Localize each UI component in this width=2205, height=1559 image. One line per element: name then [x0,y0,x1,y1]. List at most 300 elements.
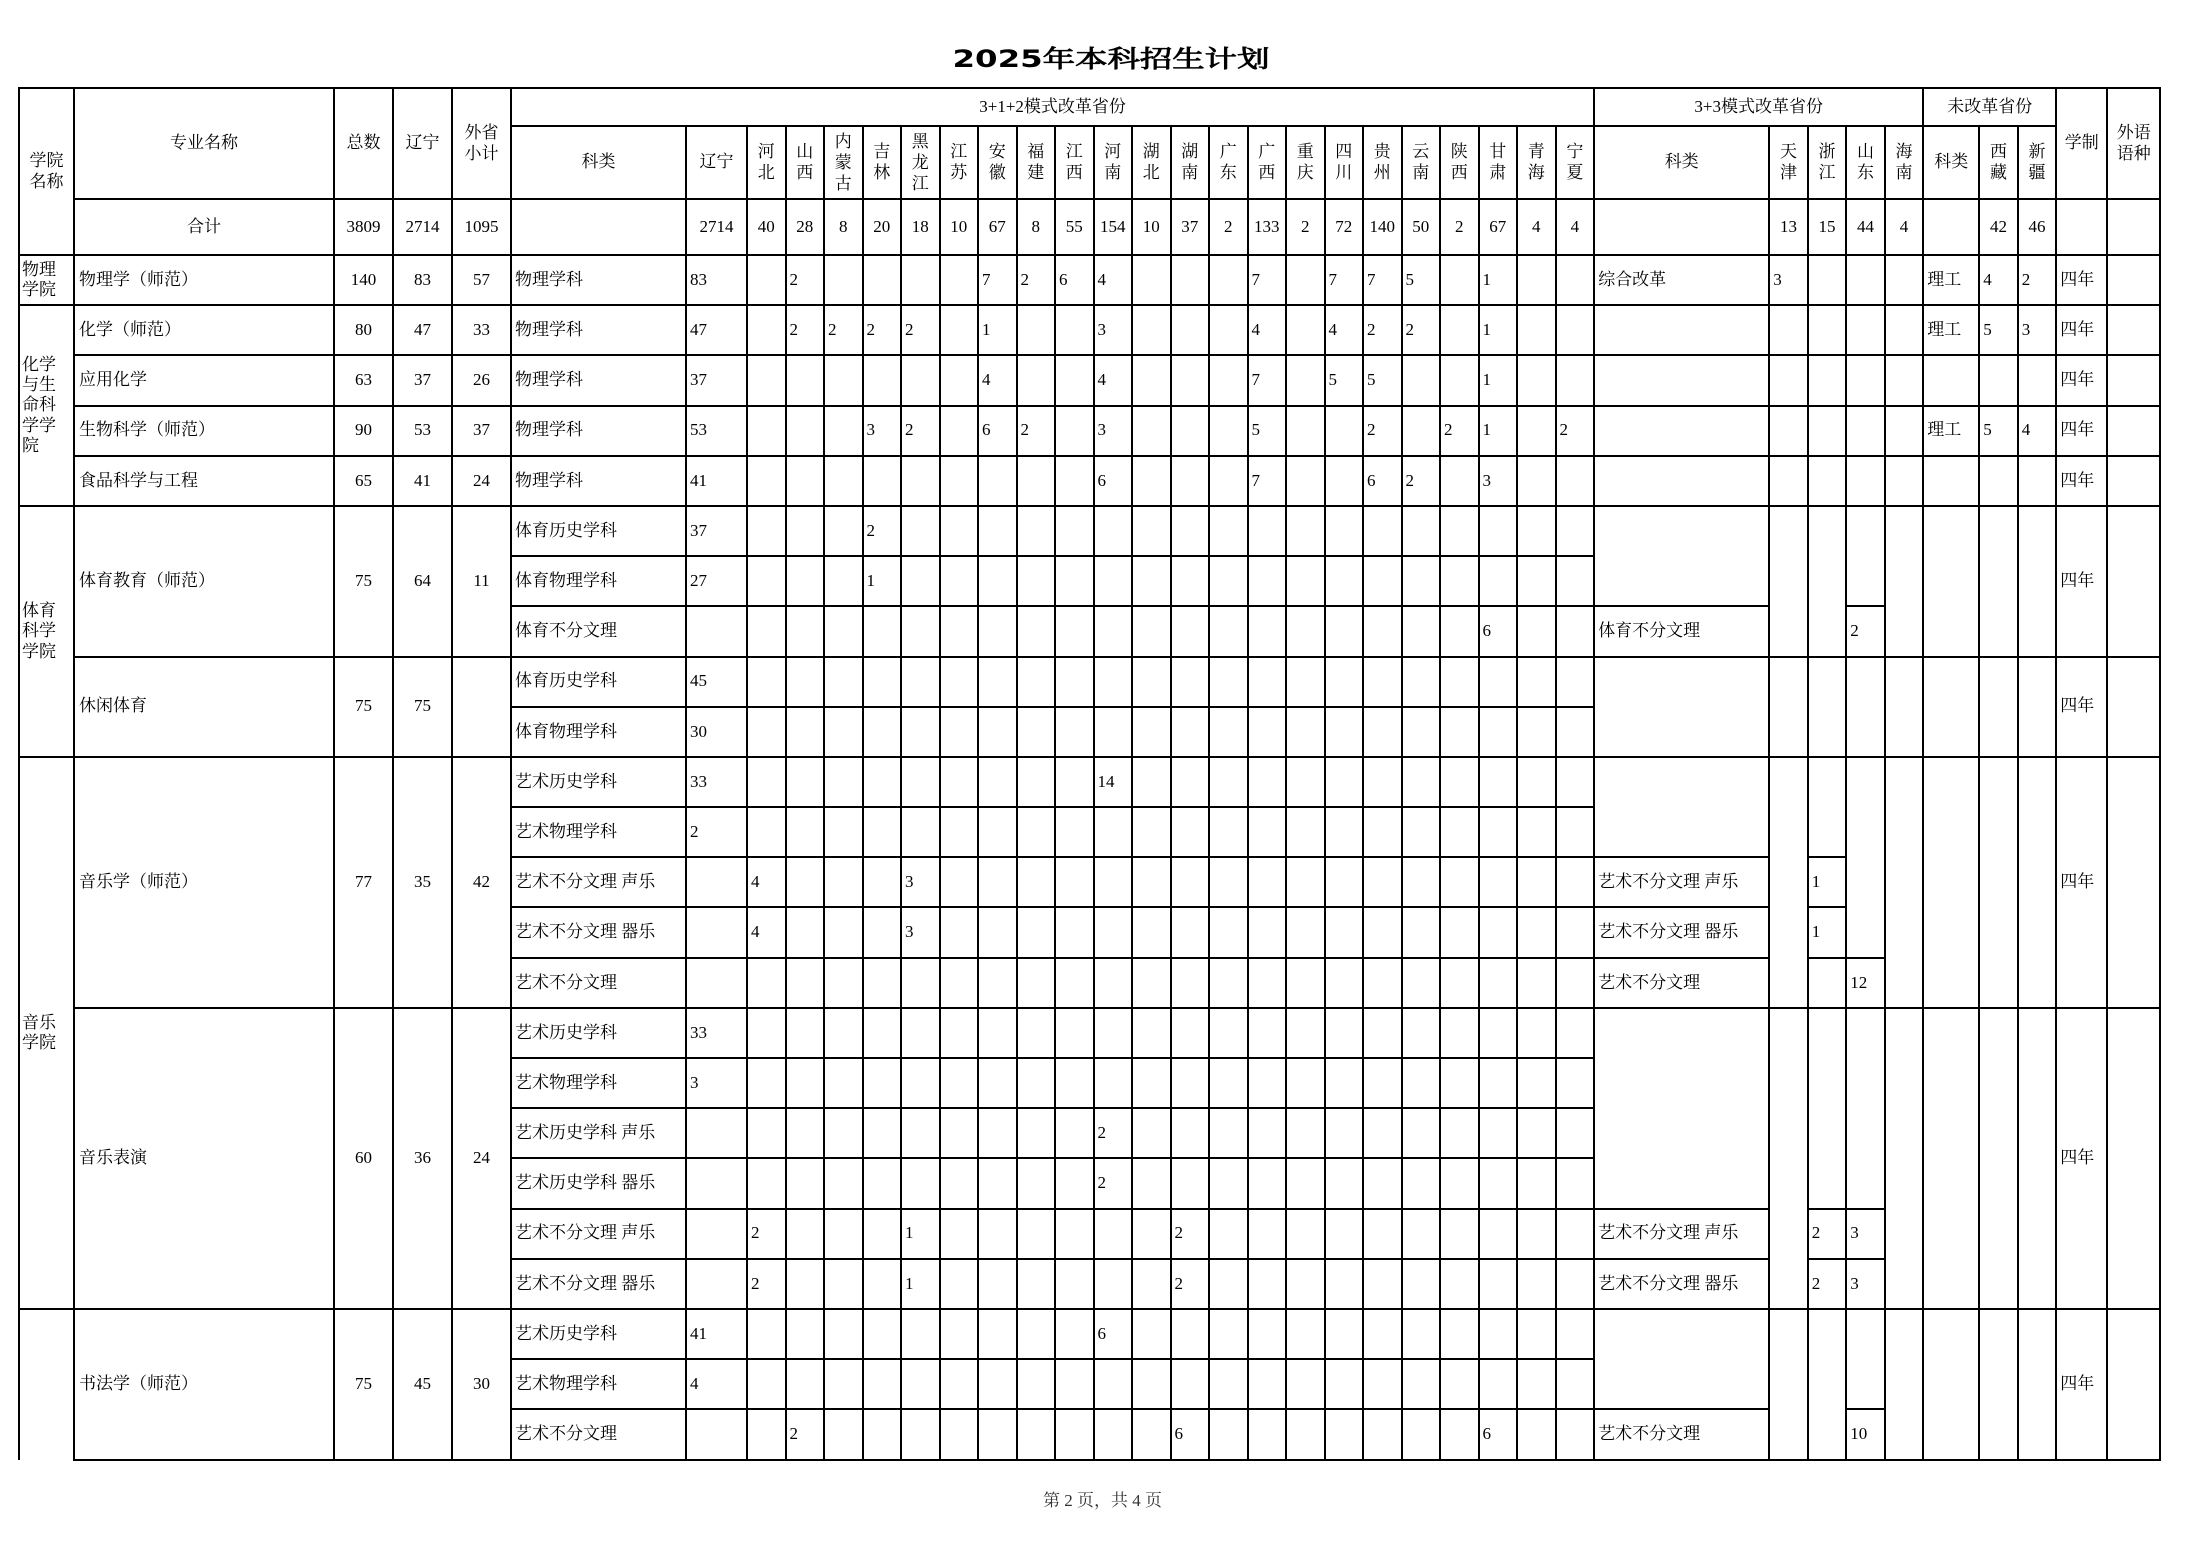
foreign-language-cell [2107,305,2160,355]
province-quota-cell [1055,1359,1094,1409]
province-quota-cell [940,707,979,757]
province-quota-cell [747,1008,786,1058]
province-quota-cell [1556,958,1595,1008]
totals-province: 50 [1402,199,1441,255]
province-quota-cell [1517,406,1556,456]
totals-province: 2 [1209,199,1248,255]
province-quota-cell [1440,355,1479,405]
province-quota-cell [1171,907,1210,957]
province-quota-cell [1363,1309,1402,1359]
province-quota-cell [1132,1108,1171,1158]
reform33-quota-cell [1808,757,1847,857]
province-quota-cell [1094,857,1133,907]
province-quota-cell [1132,506,1171,556]
province-quota-cell [1517,1259,1556,1309]
province-quota-cell [901,1309,940,1359]
province-quota-cell [824,1409,863,1459]
reform33-quota-cell [1769,355,1808,405]
unreformed-quota-cell [1979,355,2018,405]
province-quota-cell [863,657,902,707]
header-province [1286,126,1325,199]
province-quota-cell [1402,1209,1441,1259]
province-quota-cell [1132,556,1171,606]
province-quota-cell: 2 [1171,1209,1210,1259]
province-quota-cell [1209,506,1248,556]
province-quota-cell [1363,506,1402,556]
reform33-quota-cell [1769,657,1808,757]
province-quota-cell [1363,606,1402,656]
province-quota-cell [1325,707,1364,757]
major-out-of-province-cell: 11 [452,506,511,657]
unreformed-category-cell [1923,355,1979,405]
province-quota-cell [1363,807,1402,857]
reform33-quota-cell [1885,305,1924,355]
province-quota-cell [940,807,979,857]
foreign-language-cell [2107,657,2160,757]
header-province [1325,126,1364,199]
subject-category-cell: 艺术历史学科 [511,757,686,807]
reform33-quota-cell [1808,406,1847,456]
reform33-quota-cell [1885,757,1924,1008]
reform33-quota-cell: 12 [1846,958,1885,1008]
reform33-quota-cell [1885,506,1924,657]
subject-category-cell: 艺术历史学科 器乐 [511,1158,686,1208]
province-quota-cell [1209,305,1248,355]
province-quota-cell [824,1209,863,1259]
reform33-quota-cell [1846,1309,1885,1409]
province-quota-cell: 83 [686,255,747,305]
province-quota-cell [786,907,825,957]
province-quota-cell [1209,1209,1248,1259]
province-quota-cell: 27 [686,556,747,606]
totals-duration [2056,199,2107,255]
province-quota-cell [686,1409,747,1459]
subject-category-cell: 体育不分文理 [511,606,686,656]
header-category-312: 科类 [511,126,686,199]
province-quota-cell [1325,506,1364,556]
header-college-name-label: 学院名称 [29,151,64,192]
province-quota-cell [1171,606,1210,656]
province-quota-cell [1440,657,1479,707]
province-quota-cell [747,606,786,656]
header-province [940,126,979,199]
province-quota-cell [940,958,979,1008]
province-quota-cell [1132,1259,1171,1309]
province-quota-cell [1055,606,1094,656]
header-province-label: 湖南 [1181,142,1199,183]
province-quota-cell [1402,1259,1441,1309]
province-quota-cell [863,456,902,506]
header-province-label: 吉林 [873,142,891,183]
province-quota-cell [1556,606,1595,656]
major-name-cell: 体育教育（师范） [74,506,334,657]
duration-cell: 四年 [2056,305,2107,355]
header-province [1885,126,1924,199]
province-quota-cell [1517,1008,1556,1058]
province-quota-cell: 2 [1094,1158,1133,1208]
reform33-quota-cell: 2 [1808,1209,1847,1259]
province-quota-cell: 3 [1479,456,1518,506]
province-quota-cell [1248,707,1287,757]
province-quota-cell [747,506,786,556]
subject-category-cell: 体育历史学科 [511,506,686,556]
province-quota-cell [1248,1158,1287,1208]
province-quota-cell [1171,757,1210,807]
province-quota-cell [1556,707,1595,757]
province-quota-cell [1286,355,1325,405]
totals-province: 8 [1017,199,1056,255]
province-quota-cell [1209,1309,1248,1359]
province-quota-cell [1248,657,1287,707]
province-quota-cell [1017,1158,1056,1208]
reform33-quota-cell: 2 [1846,606,1885,656]
province-quota-cell: 7 [1248,355,1287,405]
province-quota-cell [978,456,1017,506]
header-province [824,126,863,199]
header-province-label: 浙江 [1818,142,1836,183]
province-quota-cell [1556,1409,1595,1459]
province-quota-cell [1017,907,1056,957]
province-quota-cell [1286,606,1325,656]
province-quota-cell [747,456,786,506]
province-quota-cell [1171,707,1210,757]
province-quota-cell [1055,1259,1094,1309]
province-quota-cell [1094,907,1133,957]
unreformed-quota-cell [2018,757,2057,1008]
header-province [1517,126,1556,199]
totals-province: 40 [747,199,786,255]
header-province [1017,126,1056,199]
province-quota-cell [1479,707,1518,757]
province-quota-cell [1248,1409,1287,1459]
province-quota-cell [1171,305,1210,355]
header-province [786,126,825,199]
province-quota-cell: 2 [901,305,940,355]
province-quota-cell [940,406,979,456]
province-quota-cell [1094,657,1133,707]
subject-category-cell: 艺术不分文理 器乐 [511,907,686,957]
province-quota-cell [1132,255,1171,305]
table-row [19,657,2160,707]
province-quota-cell [1402,1409,1441,1459]
major-name-cell: 休闲体育 [74,657,334,757]
province-quota-cell [940,757,979,807]
province-quota-cell [1248,1309,1287,1359]
province-quota-cell [978,1108,1017,1158]
unreformed-quota-cell [2018,355,2057,405]
province-quota-cell [1325,1058,1364,1108]
province-quota-cell: 41 [686,456,747,506]
table-row [19,456,2160,506]
duration-cell: 四年 [2056,657,2107,757]
major-out-of-province-cell: 37 [452,406,511,456]
province-quota-cell: 4 [747,857,786,907]
province-quota-cell [786,1008,825,1058]
header-province-label: 陕西 [1450,142,1468,183]
province-quota-cell [1440,456,1479,506]
province-quota-cell: 14 [1094,757,1133,807]
province-quota-cell [863,1409,902,1459]
province-quota-cell [1055,907,1094,957]
province-quota-cell [824,1108,863,1158]
header-province [1769,126,1808,199]
reform33-quota-cell [1808,255,1847,305]
header-province [1363,126,1402,199]
province-quota-cell: 2 [1402,305,1441,355]
province-quota-cell [901,958,940,1008]
province-quota-cell [1440,1108,1479,1158]
province-quota-cell [1479,556,1518,606]
foreign-language-cell [2107,506,2160,657]
province-quota-cell: 5 [1248,406,1287,456]
province-quota-cell [901,355,940,405]
province-quota-cell [1556,305,1595,355]
province-quota-cell: 37 [686,506,747,556]
province-quota-cell [1479,757,1518,807]
unreformed-quota-cell [1979,456,2018,506]
province-quota-cell [1440,1209,1479,1259]
province-quota-cell [1479,857,1518,907]
province-quota-cell [1248,807,1287,857]
province-quota-cell [1171,1309,1210,1359]
province-quota-cell [1517,757,1556,807]
reform33-quota-cell [1769,456,1808,506]
province-quota-cell [1132,958,1171,1008]
province-quota-cell: 3 [901,857,940,907]
province-quota-cell: 2 [1017,255,1056,305]
province-quota-cell [1171,556,1210,606]
unreformed-quota-cell [1979,757,2018,1008]
totals-category-33 [1594,199,1769,255]
reform33-quota-cell [1808,958,1847,1008]
province-quota-cell [1556,857,1595,907]
province-quota-cell [1209,707,1248,757]
subject-category-cell: 艺术历史学科 [511,1309,686,1359]
province-quota-cell: 1 [1479,355,1518,405]
province-quota-cell [1132,1409,1171,1459]
province-quota-cell: 5 [1325,355,1364,405]
major-liaoning-cell: 37 [393,355,452,405]
major-total-cell: 75 [334,657,393,757]
province-quota-cell [1363,857,1402,907]
reform33-quota-cell [1846,657,1885,757]
province-quota-cell [1132,355,1171,405]
header-province-label: 西藏 [1989,142,2007,183]
province-quota-cell: 5 [1363,355,1402,405]
province-quota-cell [863,958,902,1008]
province-quota-cell [978,506,1017,556]
header-province-label: 四川 [1335,142,1353,183]
province-quota-cell: 2 [1363,305,1402,355]
province-quota-cell [824,757,863,807]
province-quota-cell [786,1359,825,1409]
major-total-cell: 60 [334,1008,393,1309]
subject-category-cell: 体育物理学科 [511,707,686,757]
province-quota-cell: 6 [1479,606,1518,656]
reform33-quota-cell [1885,255,1924,305]
header-province [1132,126,1171,199]
reform33-quota-cell: 3 [1846,1259,1885,1309]
province-quota-cell [1556,456,1595,506]
province-quota-cell [1209,857,1248,907]
header-province-label: 河北 [757,142,775,183]
reform33-quota-cell [1846,355,1885,405]
totals-province: 133 [1248,199,1287,255]
province-quota-cell: 7 [1248,255,1287,305]
province-quota-cell [1286,1309,1325,1359]
reform33-quota-cell [1769,406,1808,456]
reform33-quota-cell [1846,1008,1885,1209]
province-quota-cell: 2 [1171,1259,1210,1309]
province-quota-cell [1363,757,1402,807]
totals-province: 4 [1885,199,1924,255]
major-out-of-province-cell: 57 [452,255,511,305]
subject-category-cell: 艺术物理学科 [511,1359,686,1409]
header-liaoning: 辽宁 [393,88,452,199]
province-quota-cell [786,1158,825,1208]
header-province [1479,126,1518,199]
header-province [1209,126,1248,199]
subject-category-cell: 艺术不分文理 [511,1409,686,1459]
header-foreign-language [2107,88,2160,199]
province-quota-cell [1517,958,1556,1008]
province-quota-cell [1055,1008,1094,1058]
header-foreign-language-label: 外语语种 [2116,123,2151,164]
province-quota-cell [1479,807,1518,857]
province-quota-cell [978,807,1017,857]
province-quota-cell [940,1058,979,1108]
province-quota-cell: 6 [1363,456,1402,506]
province-quota-cell [747,255,786,305]
province-quota-cell [786,355,825,405]
province-quota-cell [1248,958,1287,1008]
province-quota-cell [1440,1058,1479,1108]
province-quota-cell [747,355,786,405]
province-quota-cell [863,1359,902,1409]
reform33-category-cell [1594,305,1769,355]
province-quota-cell [1517,1058,1556,1108]
major-name-cell: 食品科学与工程 [74,456,334,506]
foreign-language-cell [2107,757,2160,1008]
totals-province: 18 [901,199,940,255]
province-quota-cell [1325,1309,1364,1359]
province-quota-cell [1325,1158,1364,1208]
province-quota-cell [1132,1008,1171,1058]
province-quota-cell: 2 [1094,1108,1133,1158]
page-number-footer: 第 2 页，共 4 页 [1043,1491,1162,1510]
major-name-cell: 书法学（师范） [74,1309,334,1460]
province-quota-cell [1517,657,1556,707]
major-total-cell: 77 [334,757,393,1008]
province-quota-cell [863,355,902,405]
province-quota-cell [1094,1058,1133,1108]
province-quota-cell [1171,1359,1210,1409]
province-quota-cell [1479,1108,1518,1158]
province-quota-cell [1094,1209,1133,1259]
province-quota-cell [978,1058,1017,1108]
province-quota-cell: 2 [824,305,863,355]
province-quota-cell [1171,255,1210,305]
province-quota-cell [686,1158,747,1208]
province-quota-cell [786,456,825,506]
province-quota-cell: 3 [1094,305,1133,355]
province-quota-cell [863,255,902,305]
province-quota-cell: 7 [1363,255,1402,305]
header-province: 辽宁 [686,126,747,199]
province-quota-cell [1017,606,1056,656]
province-quota-cell [1171,1058,1210,1108]
province-quota-cell [1286,907,1325,957]
reform33-category-cell [1594,406,1769,456]
province-quota-cell: 2 [786,305,825,355]
totals-province: 140 [1363,199,1402,255]
header-province-label: 内蒙古 [834,131,852,194]
group-header-33-reform: 3+3模式改革省份 [1594,88,1923,126]
province-quota-cell: 7 [1325,255,1364,305]
province-quota-cell [978,556,1017,606]
unreformed-category-cell [1923,757,1979,1008]
header-province-label: 重庆 [1296,142,1314,183]
province-quota-cell [747,757,786,807]
foreign-language-cell [2107,456,2160,506]
province-quota-cell [1017,1309,1056,1359]
province-quota-cell [747,556,786,606]
province-quota-cell [1286,506,1325,556]
province-quota-cell [1517,807,1556,857]
table-row [19,1309,2160,1359]
reform33-quota-cell [1808,456,1847,506]
header-province-label: 山东 [1856,142,1874,183]
province-quota-cell [863,1158,902,1208]
province-quota-cell [901,757,940,807]
reform33-category-cell: 综合改革 [1594,255,1769,305]
reform33-quota-cell [1846,305,1885,355]
province-quota-cell [1440,707,1479,757]
province-quota-cell [1017,657,1056,707]
enrollment-plan-table [18,87,2161,1461]
province-quota-cell [1132,1209,1171,1259]
province-quota-cell [940,305,979,355]
province-quota-cell [1055,958,1094,1008]
totals-province: 2 [1286,199,1325,255]
province-quota-cell [1055,1158,1094,1208]
province-quota-cell [1517,456,1556,506]
province-quota-cell [1171,807,1210,857]
province-quota-cell: 41 [686,1309,747,1359]
header-province-label: 湖北 [1142,142,1160,183]
province-quota-cell [1094,1409,1133,1459]
major-liaoning-cell: 53 [393,406,452,456]
province-quota-cell [1132,606,1171,656]
header-province-label: 山西 [796,142,814,183]
province-quota-cell [1248,1108,1287,1158]
province-quota-cell [1094,707,1133,757]
province-quota-cell [1556,355,1595,405]
totals-liaoning: 2714 [393,199,452,255]
province-quota-cell [824,958,863,1008]
unreformed-quota-cell [2018,506,2057,657]
province-quota-cell [786,506,825,556]
totals-province: 55 [1055,199,1094,255]
unreformed-category-cell [1923,657,1979,757]
province-quota-cell [824,1309,863,1359]
province-quota-cell [1402,1058,1441,1108]
province-quota-cell [1402,556,1441,606]
header-province-label: 安徽 [988,142,1006,183]
province-quota-cell [1171,958,1210,1008]
major-name-cell: 音乐表演 [74,1008,334,1309]
province-quota-cell [1055,707,1094,757]
